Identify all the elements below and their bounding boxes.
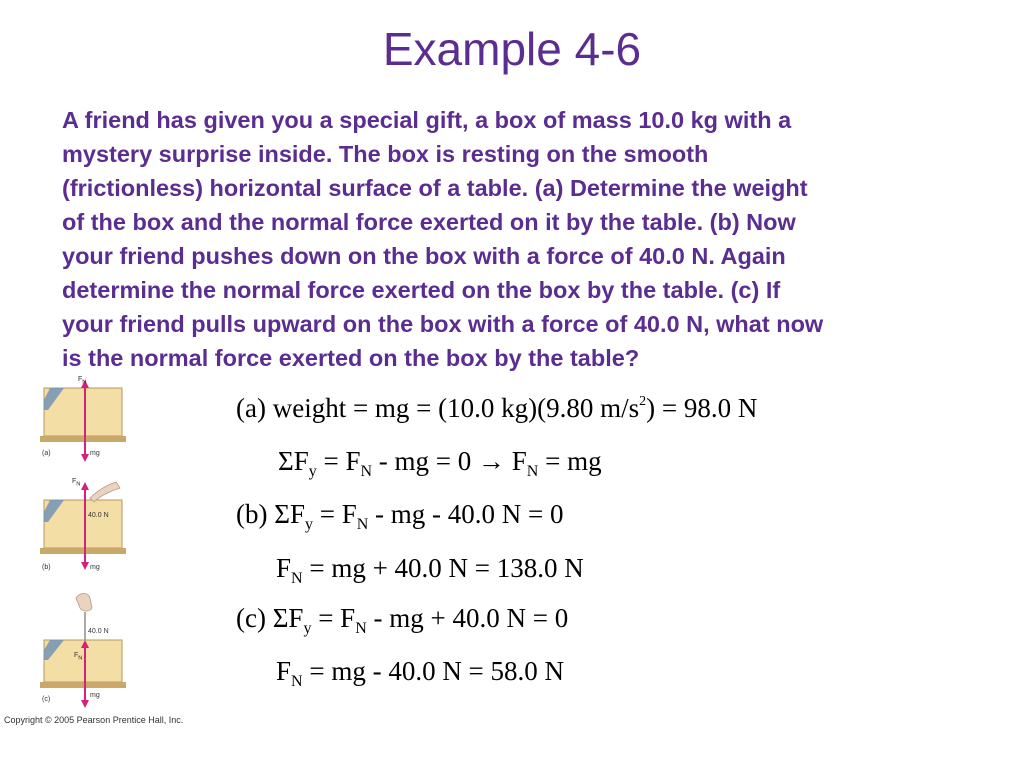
problem-line: (frictionless) horizontal surface of a table. (a) Determine the weight — [62, 175, 808, 201]
pull-force-label: 40.0 N — [88, 628, 109, 635]
eq-text: = mg + 40.0 N = 138.0 N — [302, 553, 584, 583]
problem-line: of the box and the normal force exerted on it by the table. (b) Now — [62, 209, 796, 235]
fn-label: $F_N$ — [72, 478, 81, 488]
weight-label: mg — [90, 692, 100, 699]
eq-sub: y — [303, 620, 312, 637]
equation-c-normal-force — [276, 656, 564, 691]
hand-icon — [76, 594, 92, 612]
problem-line: your friend pulls upward on the box with a force of 40.0 N, what now — [62, 311, 824, 337]
table-top — [40, 436, 126, 442]
figure-b — [36, 478, 136, 588]
weight-label: mg — [90, 564, 100, 571]
figure-b-illustration — [36, 478, 136, 588]
hand-icon — [90, 482, 120, 502]
figure-a-illustration — [36, 376, 136, 486]
eq-sub: y — [308, 463, 317, 480]
eq-sub: N — [360, 463, 373, 480]
eq-text: = mg — [538, 446, 602, 476]
eq-sub: N — [355, 620, 367, 637]
eq-sub: N — [526, 463, 539, 480]
table-top — [40, 548, 126, 554]
eq-text: ΣF — [278, 446, 309, 476]
eq-text: = F — [311, 603, 356, 633]
eq-sup: 2 — [639, 394, 647, 409]
copyright-notice: Copyright © 2005 Pearson Prentice Hall, Inc. — [4, 715, 184, 725]
equation-a-weight — [236, 393, 757, 424]
figure-label: (c) — [42, 696, 51, 703]
figure-label: (b) — [42, 564, 51, 571]
figure-c-illustration — [36, 592, 136, 710]
eq-sub: N — [356, 516, 369, 533]
eq-sub: y — [304, 516, 313, 533]
equation-a-sum-forces — [278, 446, 602, 481]
arrow-head-icon — [81, 482, 89, 490]
problem-statement — [62, 103, 992, 375]
eq-text: (b) ΣF — [236, 499, 305, 529]
table-top — [40, 682, 126, 688]
eq-text: - mg = 0 → F — [372, 446, 527, 476]
eq-text: (c) ΣF — [236, 603, 304, 633]
eq-text: - mg + 40.0 N = 0 — [366, 603, 569, 633]
fn-label: $F_N$ — [74, 652, 83, 662]
eq-text: = F — [316, 446, 361, 476]
weight-label: mg — [90, 450, 100, 457]
problem-line: determine the normal force exerted on the box by the table. (c) If — [62, 277, 781, 303]
problem-line: your friend pushes down on the box with a force of 40.0 N. Again — [62, 243, 786, 269]
eq-text: (a) weight = mg = (10.0 kg)(9.80 m/s — [236, 393, 640, 423]
figure-c — [36, 592, 136, 702]
figure-a — [36, 376, 136, 486]
problem-line: A friend has given you a special gift, a box of mass 10.0 kg with a — [62, 107, 792, 133]
eq-text: ) = 98.0 N — [646, 393, 758, 423]
figure-label: (a) — [42, 450, 51, 457]
equation-b-normal-force — [276, 553, 584, 588]
eq-text: = F — [312, 499, 357, 529]
eq-sub: N — [291, 570, 303, 587]
fn-label: $F_N$ — [78, 376, 87, 386]
problem-line: is the normal force exerted on the box by the table? — [62, 345, 640, 371]
arrow-head-icon — [81, 454, 89, 462]
problem-line: mystery surprise inside. The box is resting on the smooth — [62, 141, 709, 167]
equation-b-sum-forces — [236, 499, 564, 534]
arrow-head-icon — [81, 562, 89, 570]
eq-text: - mg - 40.0 N = 0 — [368, 499, 564, 529]
push-force-label: 40.0 N — [88, 512, 109, 519]
eq-text: F — [276, 656, 292, 686]
eq-text: = mg - 40.0 N = 58.0 N — [302, 656, 565, 686]
equation-c-sum-forces — [236, 603, 568, 638]
eq-text: F — [276, 553, 292, 583]
slide-title: Example 4-6 — [382, 23, 642, 75]
arrow-head-icon — [81, 700, 89, 708]
eq-sub: N — [291, 673, 303, 690]
